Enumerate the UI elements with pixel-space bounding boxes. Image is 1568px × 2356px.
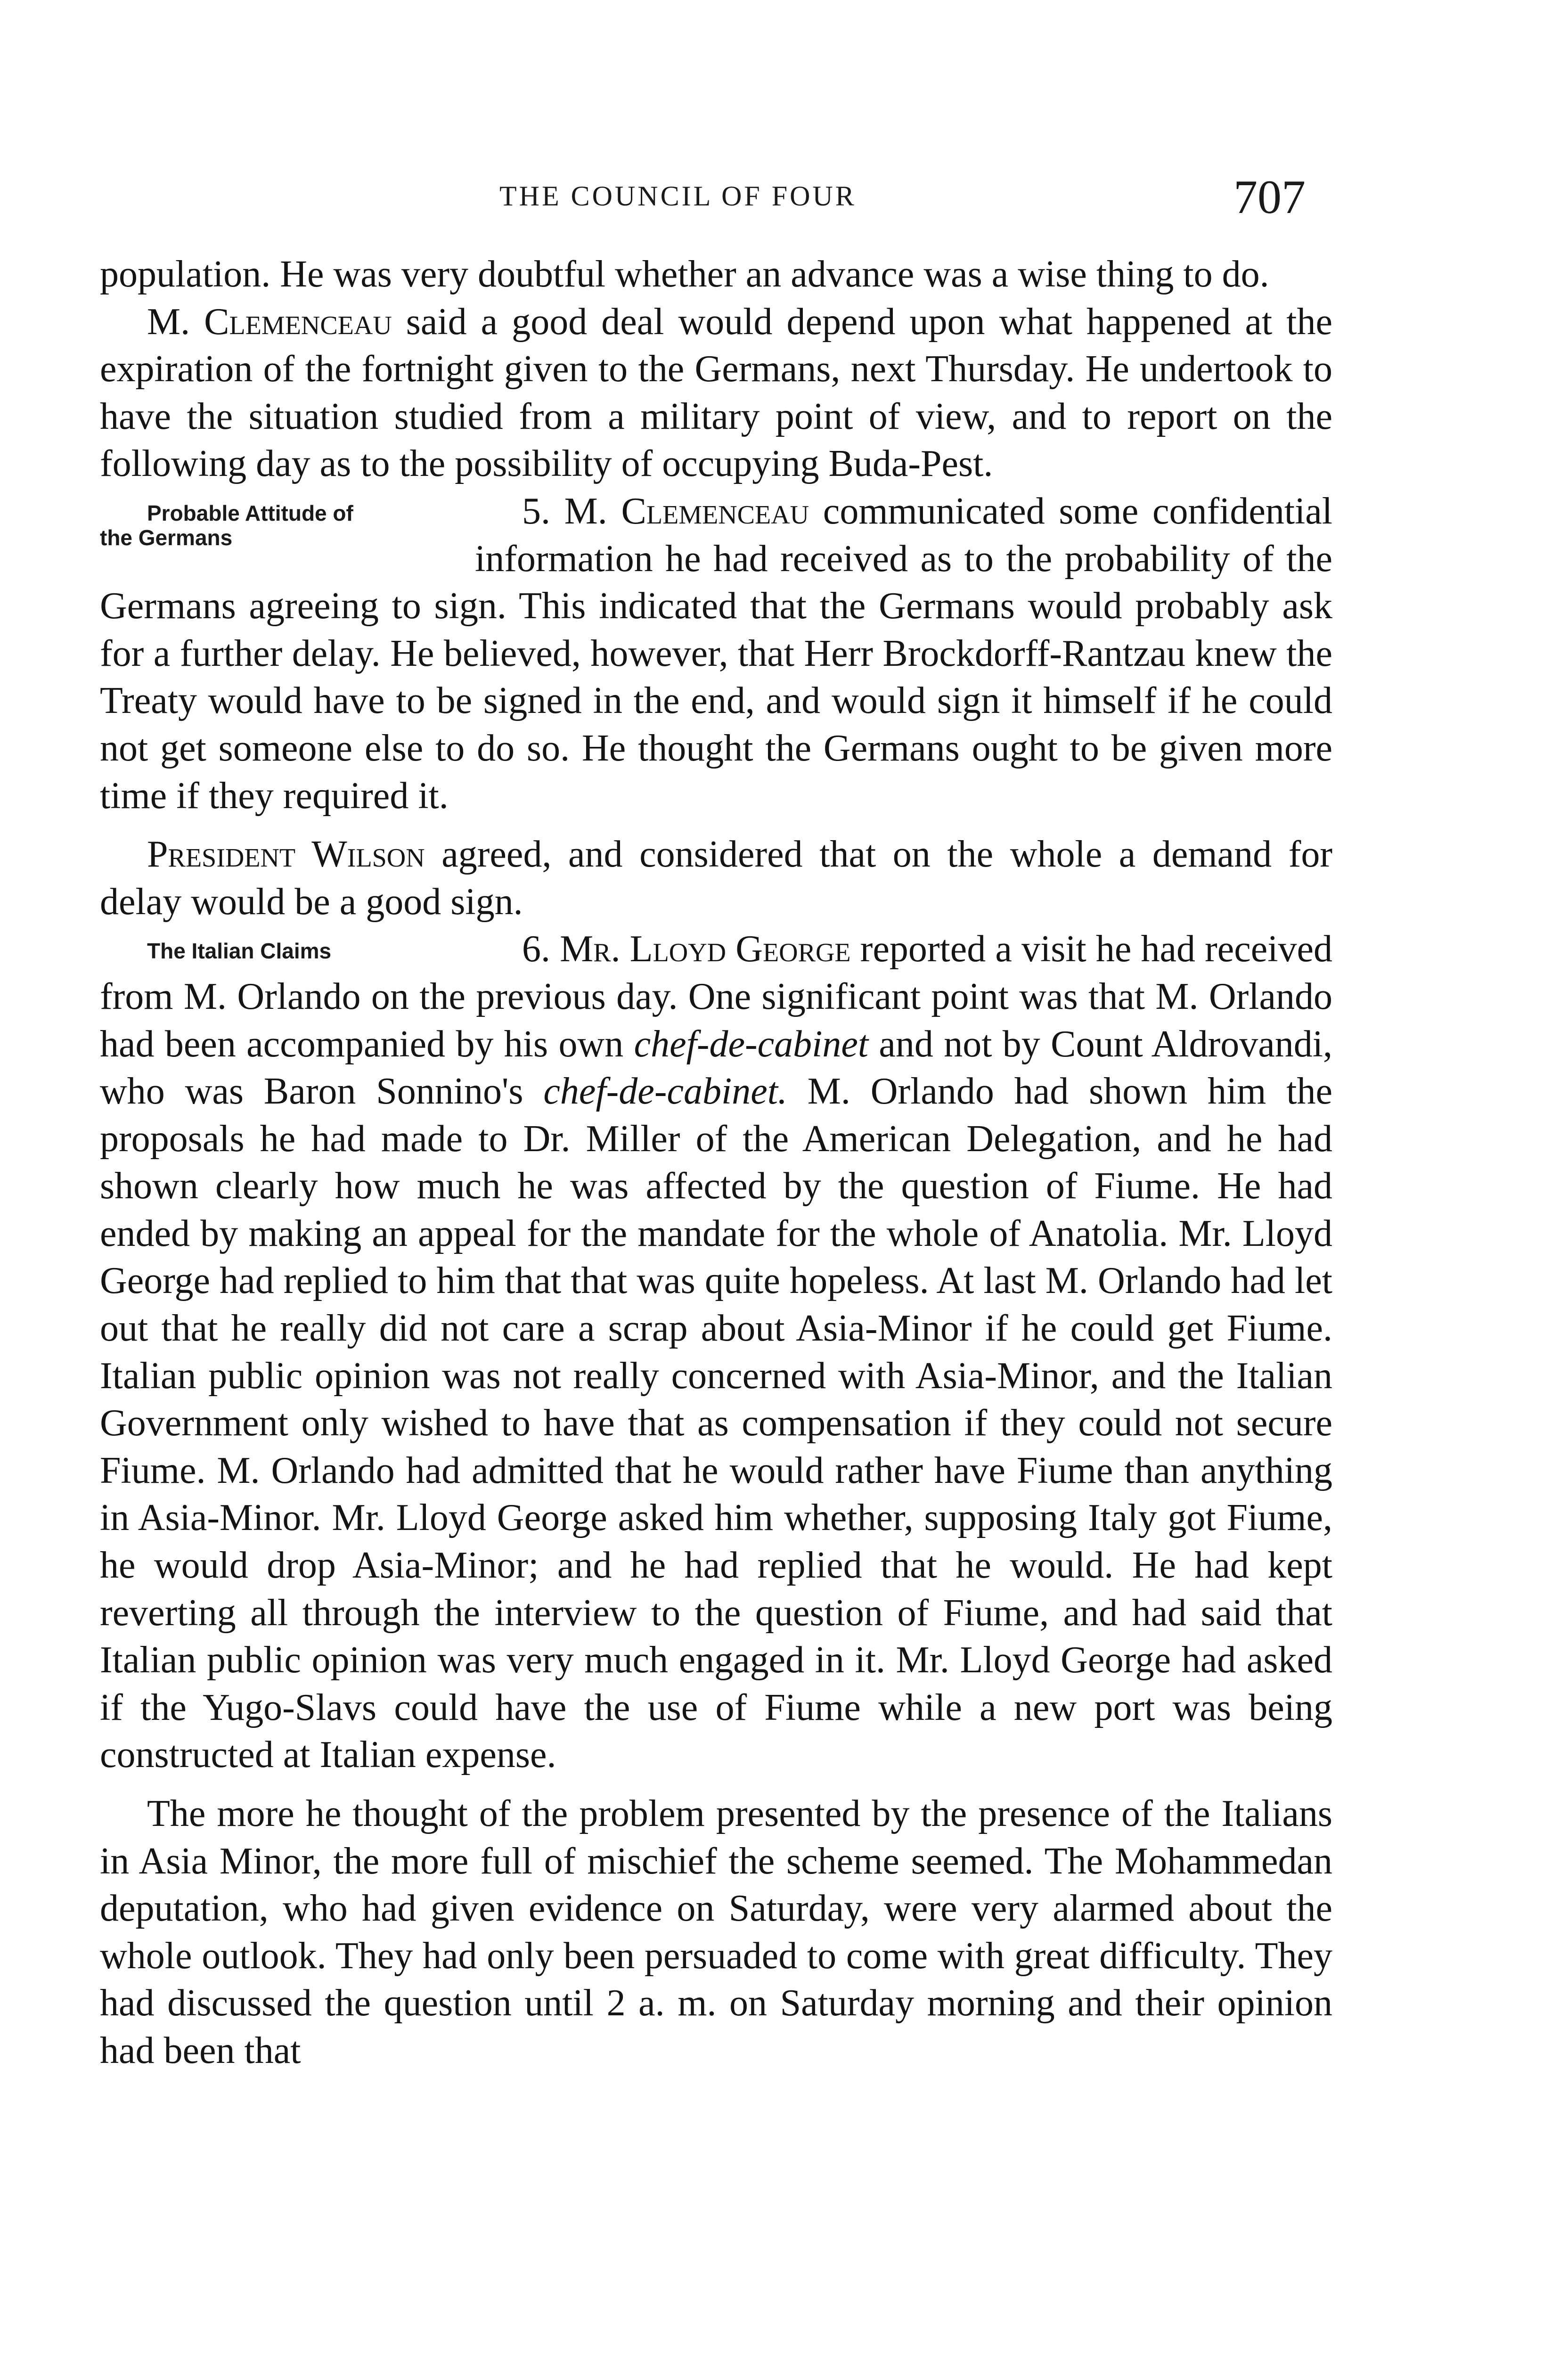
italic-term: chef-de-cabinet.: [543, 1071, 787, 1113]
speaker-name: M. Clemenceau: [564, 490, 809, 532]
paragraph-number: 5.: [522, 490, 564, 532]
paragraph-wilson: [100, 831, 1332, 925]
paragraph-clemenceau-fortnight: [100, 298, 1332, 488]
paragraph-text: agreed, and considered that on the whole a demand for delay would be a good sign.: [100, 834, 1332, 923]
paragraph-text: said a good deal would depend upon what happened at the expiration of the fortnight given to the Germans, next Thursday. He undertook to have the situation studied from a military point of view, and to report on the following day as to the possibility of occupying Buda-Pest.: [100, 301, 1332, 485]
paragraph-gap: [100, 1779, 1332, 1790]
paragraph-number: 6.: [522, 928, 560, 970]
running-head: [0, 170, 1568, 226]
speaker-name: President Wilson: [147, 834, 425, 875]
paragraph-continuation: [100, 251, 1332, 298]
margin-note-probable-attitude: Probable Attitude of the Germans: [100, 500, 353, 550]
italic-term: chef-de-cabinet: [634, 1023, 869, 1065]
paragraph-gap: [100, 819, 1332, 831]
paragraph-text: communicated some confidential information he had received as to the probability of the Germans agreeing to sign. This indicated that the Germans would probably ask for a further delay. He believed, however, that Herr Brockdorff-Rantzau knew the Treaty would have to be signed in the end, and would sign it himself if he could not get someone else to do so. He thought the Germans ought to be given more time if they required it.: [100, 490, 1333, 817]
paragraph-text: The more he thought of the problem presented by the presence of the Italians in Asia Minor, the more full of mischief the scheme seemed. The Mohammedan deputation, who had given evidence on Saturday, were very alarmed about the whole outlook. They had only been persuaded to come with great difficulty. They had discussed the question until 2 a. m. on Saturday morning and their opinion had been that: [100, 1793, 1332, 2071]
paragraph-mohammedan: [100, 1790, 1332, 2075]
running-head-title: THE COUNCIL OF FOUR: [499, 180, 857, 212]
paragraph-text: reported a visit he had received from M. Orlando on the previous day. One significant point was that M. Orlando had been accompanied by his own: [100, 928, 1332, 1065]
speaker-name: Mr. Lloyd George: [560, 928, 851, 970]
paragraph-text: and not by Count Aldrovandi, who was Baron Sonnino's: [100, 1023, 1332, 1113]
paragraph-text: M. Orlando had shown him the proposals he had made to Dr. Miller of the American Delegation, and he had shown clearly how much he was affected by the question of Fiume. He had ended by making an appeal for the mandate for the whole of Anatolia. Mr. Lloyd George had replied to him that that was quite hopeless. At last M. Orlando had let out that he really did not care a scrap about Asia-Minor if he could get Fiume. Italian public opinion was not really concerned with Asia-Minor, and the Italian Government only wished to have that as compensation if they could not secure Fiume. M. Orlando had admitted that he would rather have Fiume than anything in Asia-Minor. Mr. Lloyd George asked him whether, supposing Italy got Fiume, he would drop Asia-Minor; and he had replied that he would. He had kept reverting all through the interview to the question of Fiume, and had said that Italian public opinion was very much engaged in it. Mr. Lloyd George had asked if the Yugo-Slavs could have the use of Fiume while a new port was being constructed at Italian expense.: [100, 1071, 1332, 1776]
page-number: 707: [1233, 171, 1306, 224]
paragraph-6-italian: [100, 925, 1332, 1779]
paragraph-5-germans: [100, 488, 1332, 819]
paragraph-text: population. He was very doubtful whether an advance was a wise thing to do.: [100, 254, 1269, 295]
body-text: [100, 251, 1332, 2075]
speaker-name: M. Clemenceau: [147, 301, 392, 343]
margin-note-italian-claims: The Italian Claims: [147, 939, 332, 964]
